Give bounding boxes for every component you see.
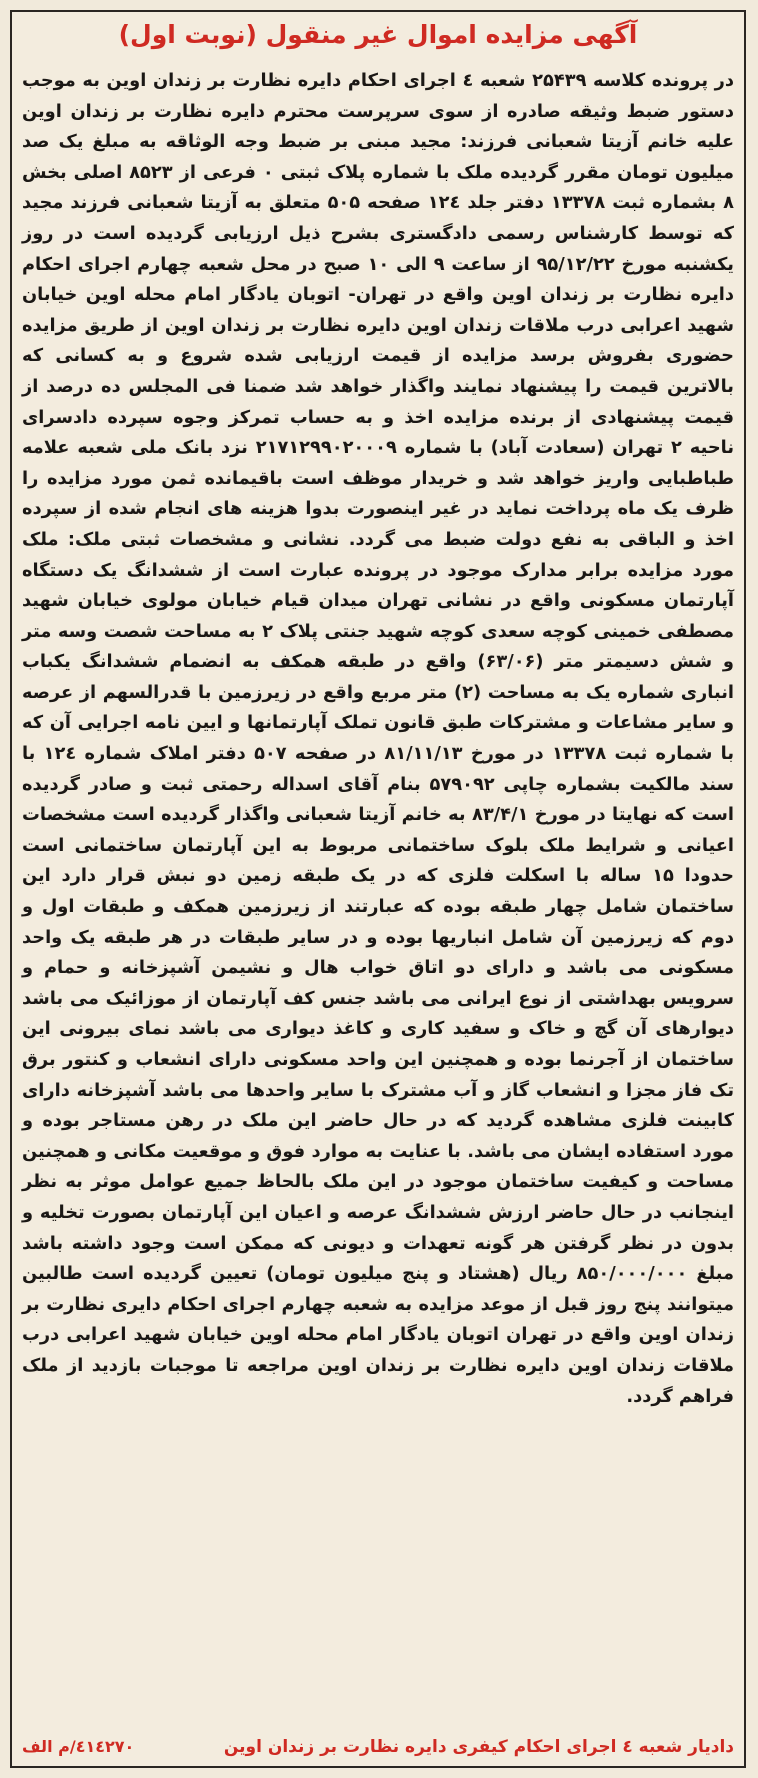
notice-title: آگهی مزایده اموال غیر منقول (نوبت اول): [118, 20, 638, 49]
notice-body: در پرونده کلاسه ۲۵۴۳۹ شعبه ٤ اجرای احکام دایره نظارت بر زندان اوین به موجب دستور ضبط وثیقه صادره از سوی سرپرست محترم دایره نظارت بر زندان اوین علیه خانم آزیتا شعبانی فرزند: مجید مبنی بر ضبط وجه الوثاقه به مبلغ یک صد میلیون تومان مقرر گردیده ملک با شماره پلاک ثبتی ۰ فرعی از ۸۵۲۳ اصلی بخش ۸ بشماره ثبت ۱۳۳۷۸ دفتر جلد ۱۲٤ صفحه ۵۰۵ متعلق به آزیتا شعبانی فرزند مجید که توسط کارشناس رسمی دادگستری بشرح ذیل ارزیابی گردیده است در روز یکشنبه مورخ ۹۵/۱۲/۲۲ از ساعت ۹ الی ۱۰ صبح در محل شعبه چهارم اجرای احکام دایره نظارت بر زندان اوین واقع در تهران- اتوبان یادگار امام محله اوین خیابان شهید اعرابی درب ملاقات زندان اوین دایره نظارت بر زندان اوین از طریق مزایده حضوری بفروش برسد مزایده از قیمت ارزیابی شده شروع و به کسانی که بالاترین قیمت را پیشنهاد نمایند واگذار خواهد شد ضمنا فی المجلس ده درصد از قیمت پیشنهادی از برنده مزایده اخذ و به حساب تمرکز وجوه سپرده دادسرای ناحیه ۲ تهران (سعادت آباد) با شماره ۲۱۷۱۲۹۹۰۲۰۰۰۹ نزد بانک ملی شعبه علامه طباطبایی واریز خواهد شد و خریدار موظف است باقیمانده ثمن مورد مزایده را ظرف یک ماه پرداخت نماید در غیر اینصورت بدوا هزینه های انجام شده از سپرده اخذ و الباقی به نفع دولت ضبط می گردد. نشانی و مشخصات ثبتی ملک: ملک مورد مزایده برابر مدارک موجود در پرونده عبارت است از ششدانگ یک دستگاه آپارتمان مسکونی واقع در نشانی تهران میدان قیام خیابان مولوی خیابان شهید مصطفی خمینی کوچه سعدی کوچه شهید جنتی پلاک ۲ به مساحت شصت وسه متر و شش دسیمتر متر (۶۳/۰۶) واقع در طبقه همکف به انضمام ششدانگ یکباب انباری شماره یک به مساحت (۲) متر مربع واقع در زیرزمین با قدرالسهم از عرصه و سایر مشاعات و مشترکات طبق قانون تملک آپارتمانها و ایین نامه اجرایی آن که با شماره ثبت ۱۳۳۷۸ در مورخ ۸۱/۱۱/۱۳ در صفحه ۵۰۷ دفتر املاک شماره ۱۲٤ با سند مالکیت بشماره چاپی ۵۷۹۰۹۲ بنام آقای اسداله رحمتی ثبت و صادر گردیده است که نهایتا در مورخ ۸۳/۴/۱ به خانم آزیتا شعبانی واگذار گردیده است مشخصات اعیانی و شرایط ملک بلوک ساختمانی مربوط به این آپارتمان ساختمانی است حدودا ۱۵ ساله با اسکلت فلزی که در یک طبقه زمین دو نبش قرار دارد این ساختمان شامل چهار طبقه بوده که عبارتند از زیرزمین همکف و طبقات اول و دوم که زیرزمین آن شامل انباریها بوده و در سایر طبقات در هر طبقه یک واحد مسکونی می باشد و دارای دو اتاق خواب هال و نشیمن آشپزخانه و حمام و سرویس بهداشتی از نوع ایرانی می باشد جنس کف آپارتمان از موزائیک می باشد دیوارهای آن گچ و خاک و سفید کاری و کاغذ دیواری می باشد نمای بیرونی این ساختمان از آجرنما بوده و همچنین این واحد مسکونی دارای انشعاب و کنتور برق تک فاز مجزا و انشعاب گاز و آب مشترک با سایر واحدها می باشد آشپزخانه دارای کابینت فلزی مشاهده گردید که در حال حاضر این ملک در رهن مستاجر بوده و مورد استفاده ایشان می باشد. با عنایت به موارد فوق و موقعیت مکانی و همچنین مساحت و کیفیت ساختمان موجود در این ملک بالحاظ جمیع عوامل موثر به نظر اینجانب در حال حاضر ارزش ششدانگ عرصه و اعیان این آپارتمان بصورت تخلیه و بدون در نظر گرفتن هر گونه تعهدات و دیونی که ممکن است وجود داشته باشد مبلغ ۸۵۰/۰۰۰/۰۰۰ ریال (هشتاد و پنج میلیون تومان) تعیین گردیده است طالبین میتوانند پنج روز قبل از موعد مزایده به شعبه چهارم اجرای احکام دایری نظارت بر زندان اوین واقع در تهران اتوبان یادگار امام محله اوین خیابان شهید اعرابی درب ملاقات زندان اوین دایره نظارت بر زندان اوین مراجعه تا موجبات بازدید از ملک فراهم گردد.: [22, 70, 735, 1407]
notice-signature: دادیار شعبه ٤ اجرای احکام کیفری دایره نظارت بر زندان اوین: [223, 1737, 734, 1757]
notice-reference-code: ٤١٤٢٧٠/م الف: [22, 1737, 135, 1756]
notice-frame: [10, 10, 746, 1768]
notice-footer: [22, 1734, 734, 1762]
notice-header: [12, 12, 744, 62]
